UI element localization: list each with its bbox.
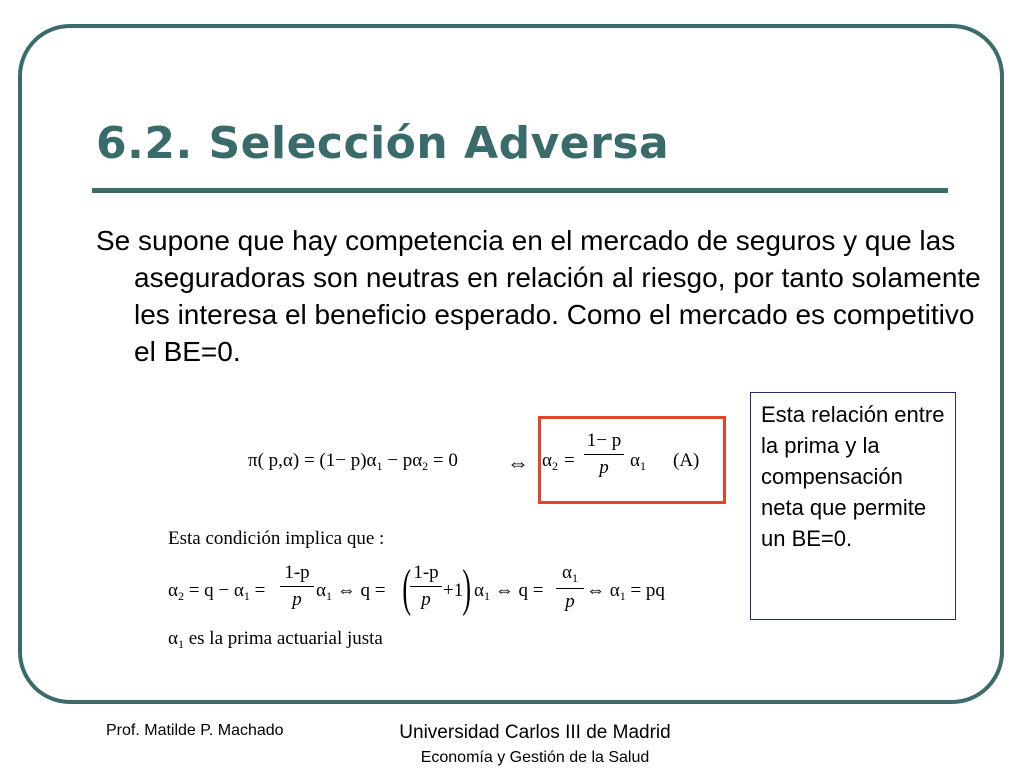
condition-text: Esta condición implica que : — [168, 528, 385, 549]
profit-lhs: π( p,α) = (1− p)α — [248, 450, 377, 471]
alpha-symbol: α — [168, 580, 178, 601]
subscript: 1 — [639, 459, 646, 473]
subscript: 2 — [422, 459, 429, 473]
iff-q-equals: ⇔ q = — [489, 580, 544, 601]
minus-alpha1: = q − α — [183, 580, 244, 601]
profit-mid: − pα — [382, 450, 423, 471]
highlight-box — [538, 416, 726, 504]
alpha-symbol: α — [316, 580, 326, 601]
fraction-numerator: 1-p — [413, 562, 439, 583]
subscript: 2 — [551, 459, 558, 473]
fraction-alpha1-over-p — [556, 562, 584, 613]
footer-university: Universidad Carlos III de Madrid — [399, 722, 671, 743]
fraction-bar — [410, 586, 442, 587]
slide-title: 6.2. Selección Adversa — [96, 118, 670, 169]
fraction-numerator: 1-p — [284, 562, 310, 583]
iff-alpha1: ⇔ α — [586, 580, 620, 601]
footer-author: Prof. Matilde P. Machado — [106, 722, 284, 739]
alpha-symbol: α — [474, 580, 484, 601]
plus-one: +1 — [443, 580, 464, 601]
fraction-1p-over-p — [280, 562, 314, 611]
subscript: 1 — [619, 589, 626, 603]
alpha2-relation — [168, 580, 265, 604]
footer-institution — [370, 722, 700, 768]
fraction-denominator: p — [421, 589, 431, 610]
fraction-denominator: p — [292, 589, 302, 610]
fraction-1p-over-p-paren — [410, 562, 442, 611]
title-underline — [92, 188, 948, 193]
subscript: 1 — [325, 589, 332, 603]
alpha1-iff-q-2 — [474, 580, 543, 604]
iff-symbol: ⇔ — [507, 450, 529, 475]
alpha1-equals-pq — [586, 580, 665, 604]
profit-eq0: = 0 — [428, 450, 458, 471]
equals-pq: = pq — [625, 580, 665, 601]
fraction-denominator: p — [565, 591, 575, 612]
subscript: 2 — [177, 589, 184, 603]
subscript: 1 — [483, 589, 490, 603]
body-paragraph: Se supone que hay competencia en el mercado de seguros y que las aseguradoras son neutras en relación al riesgo, por tanto solamente les interesa el beneficio esperado. Como el mercado es competitivo el BE=0. — [96, 225, 981, 367]
equals-sign: = — [249, 580, 266, 601]
alpha-symbol: α — [630, 450, 640, 471]
note-box: Esta relación entre la prima y la compensación neta que permite un BE=0. — [750, 392, 956, 620]
fraction-bar — [280, 586, 314, 587]
iff-q-equals: ⇔ q = — [331, 580, 386, 601]
fraction-numerator: $\alpha_1$ — [562, 562, 578, 585]
paren-close: ) — [462, 560, 471, 617]
actuarial-statement — [168, 628, 383, 652]
subscript: 1 — [177, 637, 184, 651]
paren-open: ( — [402, 560, 411, 617]
fraction-bar — [556, 588, 584, 589]
equation-label-a: (A) — [673, 450, 700, 471]
alpha2-lhs: $\alpha_2$ = — [542, 450, 575, 473]
subscript: 1 — [376, 459, 383, 473]
fraction-numerator: 1− p — [586, 430, 622, 451]
alpha1-iff-q — [316, 580, 385, 604]
fraction-denominator: p — [599, 457, 609, 478]
alpha-symbol: α — [542, 450, 552, 471]
alpha-symbol: α — [168, 628, 178, 649]
subscript: 1 — [243, 589, 250, 603]
actuarial-text: es la prima actuarial justa — [183, 628, 383, 649]
profit-equation — [248, 450, 458, 474]
footer-course: Economía y Gestión de la Salud — [420, 749, 650, 766]
